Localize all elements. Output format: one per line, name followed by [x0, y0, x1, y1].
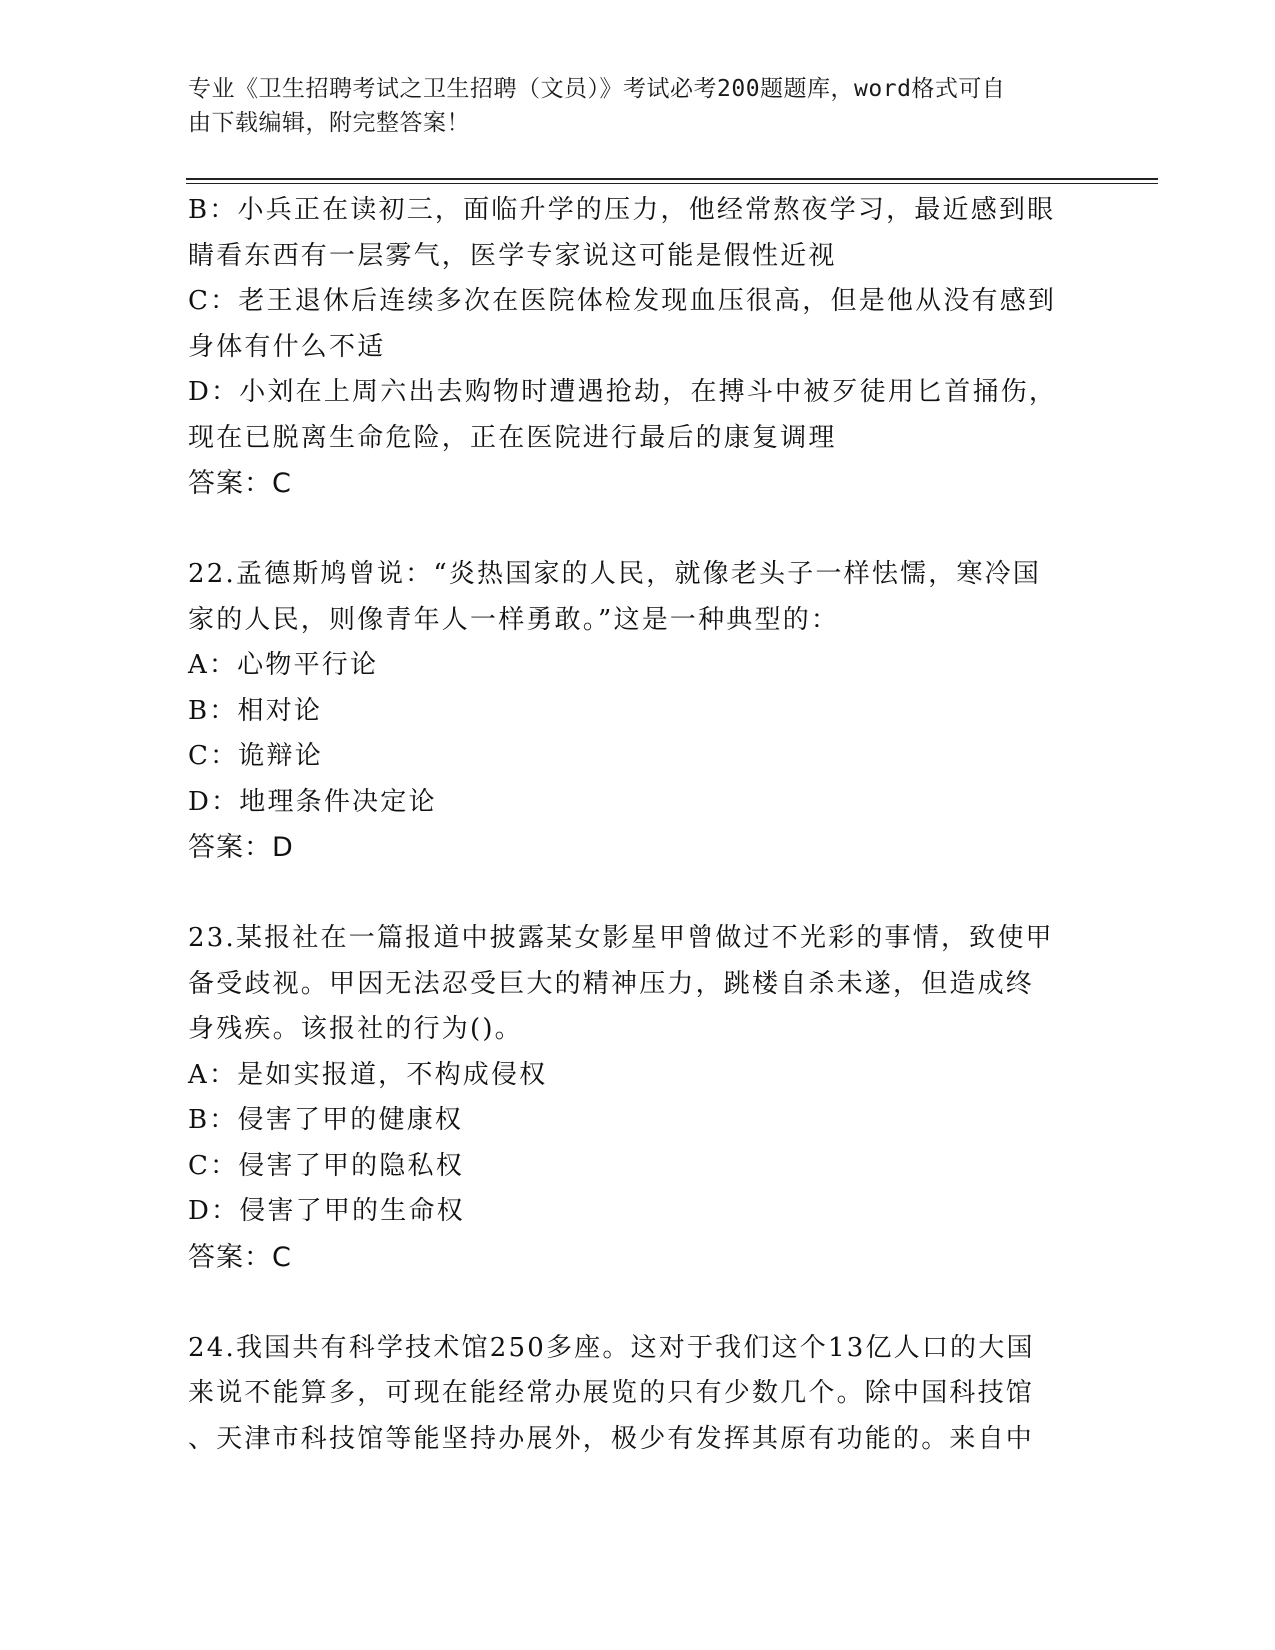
option-b: B：侵害了甲的健康权	[188, 1105, 464, 1135]
header-title-line-1: 专业《卫生招聘考试之卫生招聘（文员）》考试必考200题题库，word格式可自	[188, 76, 1006, 102]
answer: 答案：C	[188, 1241, 292, 1273]
question-stem-line-1: 23.某报社在一篇报道中披露某女影星甲曾做过不光彩的事情，致使甲	[188, 923, 1054, 953]
option-a: A：心物平行论	[188, 650, 379, 680]
option-c-line-2: 身体有什么不适	[188, 331, 386, 362]
spacer	[188, 507, 1088, 553]
option-c: C：侵害了甲的隐私权	[188, 1150, 464, 1181]
option-d: D：地理条件决定论	[188, 786, 437, 817]
answer: 答案：C	[188, 468, 292, 499]
option-a: A：是如实报道，不构成侵权	[188, 1059, 548, 1090]
option-b-line-1: B：小兵正在读初三，面临升学的压力，他经常熬夜学习，最近感到眼	[188, 195, 1056, 225]
spacer	[188, 871, 1088, 917]
question-stem-line-1: 22.孟德斯鸠曾说：“炎热国家的人民，就像老头子一样怯懦，寒冷国	[188, 559, 1042, 589]
question-23	[188, 916, 1088, 1280]
header-title-line-2: 由下载编辑，附完整答案！	[188, 110, 470, 136]
question-21-continued	[188, 188, 1088, 507]
option-c-line-1: C：老王退休后连续多次在医院体检发现血压很高，但是他从没有感到	[188, 286, 1057, 316]
question-stem-line-2: 家的人民，则像青年人一样勇敢。”这是一种典型的：	[188, 604, 840, 635]
option-c: C：诡辩论	[188, 741, 323, 771]
document-body	[188, 188, 1088, 1462]
document-header	[188, 72, 1068, 140]
option-d-line-2: 现在已脱离生命危险，正在医院进行最后的康复调理	[188, 422, 837, 453]
option-b-line-2: 睛看东西有一层雾气，医学专家说这可能是假性近视	[188, 240, 837, 271]
question-stem-line-2: 备受歧视。甲因无法忍受巨大的精神压力，跳楼自杀未遂，但造成终	[188, 968, 1035, 999]
option-d: D：侵害了甲的生命权	[188, 1196, 465, 1226]
option-b: B：相对论	[188, 695, 323, 726]
answer: 答案：D	[188, 832, 294, 863]
question-stem-line-2: 来说不能算多，可现在能经常办展览的只有少数几个。除中国科技馆	[188, 1378, 1035, 1408]
spacer	[188, 1280, 1088, 1326]
question-stem-line-1: 24.我国共有科学技术馆250多座。这对于我们这个13亿人口的大国	[188, 1332, 1035, 1363]
option-d-line-1: D：小刘在上周六出去购物时遭遇抢劫，在搏斗中被歹徒用匕首捅伤，	[188, 377, 1058, 407]
question-stem-line-3: 身残疾。该报社的行为()。	[188, 1014, 523, 1044]
question-24	[188, 1326, 1088, 1463]
question-stem-line-3: 、天津市科技馆等能坚持办展外，极少有发挥其原有功能的。来自中	[188, 1423, 1035, 1454]
question-22	[188, 552, 1088, 871]
header-divider	[186, 178, 1158, 184]
